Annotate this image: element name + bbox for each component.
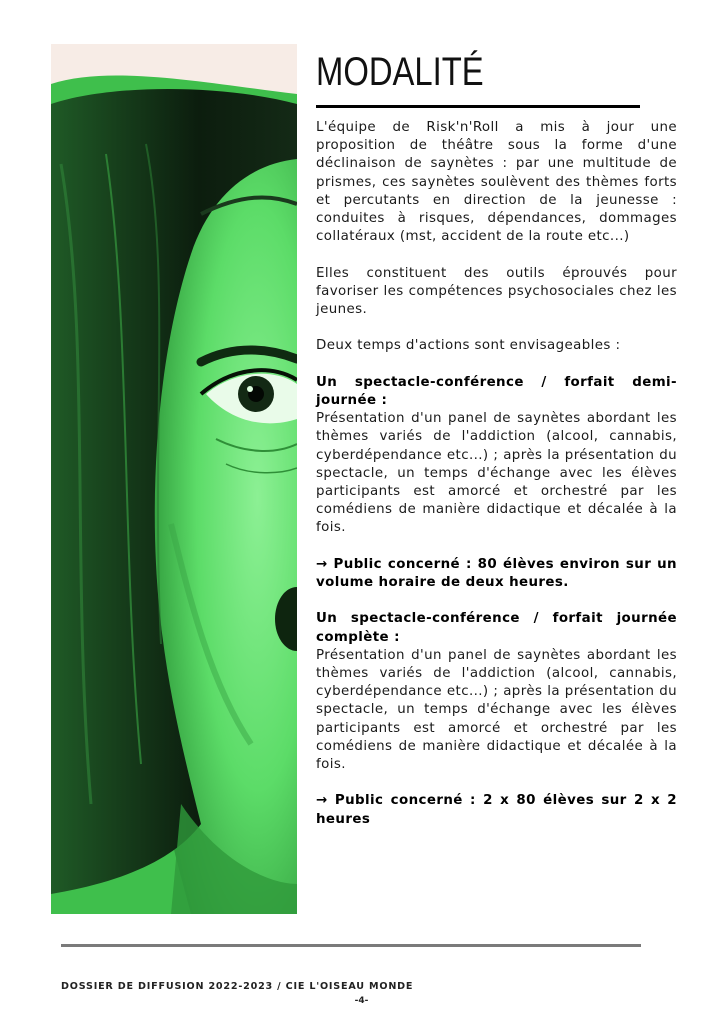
option2-heading: Un spectacle-conférence / forfait journée complète : bbox=[316, 611, 677, 645]
body-text bbox=[316, 119, 677, 829]
page-number: -4- bbox=[354, 996, 369, 1006]
tools-paragraph: Elles constituent des outils éprouvés pour favoriser les compétences psychosociales chez les jeunes. bbox=[316, 265, 677, 318]
option1-description: Présentation d'un panel de saynètes abordant les thèmes variés de l'addiction (alcool, cannabis, cyberdépendance etc...) ; après la présentation du spectacle, un temps d'échange avec les élèves participants est amorcé et orchestré par les comédiens de manière didactique et décalée à la fois. bbox=[316, 411, 677, 536]
title-underline bbox=[316, 105, 640, 108]
footer-divider bbox=[61, 944, 641, 947]
page-title: MODALITÉ bbox=[316, 50, 484, 94]
option1-heading: Un spectacle-conférence / forfait demi-journée : bbox=[316, 374, 677, 408]
intro-paragraph: L'équipe de Risk'n'Roll a mis à jour une proposition de théâtre sous la forme d'une déclinaison de saynètes : par une multitude de prismes, ces saynètes soulèvent des thèmes forts et percutants en direction de la jeunesse : conduites à risques, dépendances, dommages collatéraux (mst, accident de la route etc...) bbox=[316, 120, 677, 245]
option1-audience: → Public concerné : 80 élèves environ sur un volume horaire de deux heures. bbox=[316, 556, 677, 591]
footer-text: DOSSIER DE DIFFUSION 2022-2023 / CIE L'OISEAU MONDE bbox=[61, 981, 414, 992]
actions-paragraph: Deux temps d'actions sont envisageables : bbox=[316, 338, 621, 354]
portrait-photo bbox=[51, 44, 297, 914]
option2-audience: → Public concerné : 2 x 80 élèves sur 2 x 2 heures bbox=[316, 793, 677, 827]
option2-description: Présentation d'un panel de saynètes abordant les thèmes variés de l'addiction (alcool, cannabis, cyberdépendance etc...) ; après la présentation du spectacle, un temps d'échange avec les élèves participants est amorcé et orchestré par les comédiens de manière didactique et décalée à la fois. bbox=[316, 647, 677, 773]
